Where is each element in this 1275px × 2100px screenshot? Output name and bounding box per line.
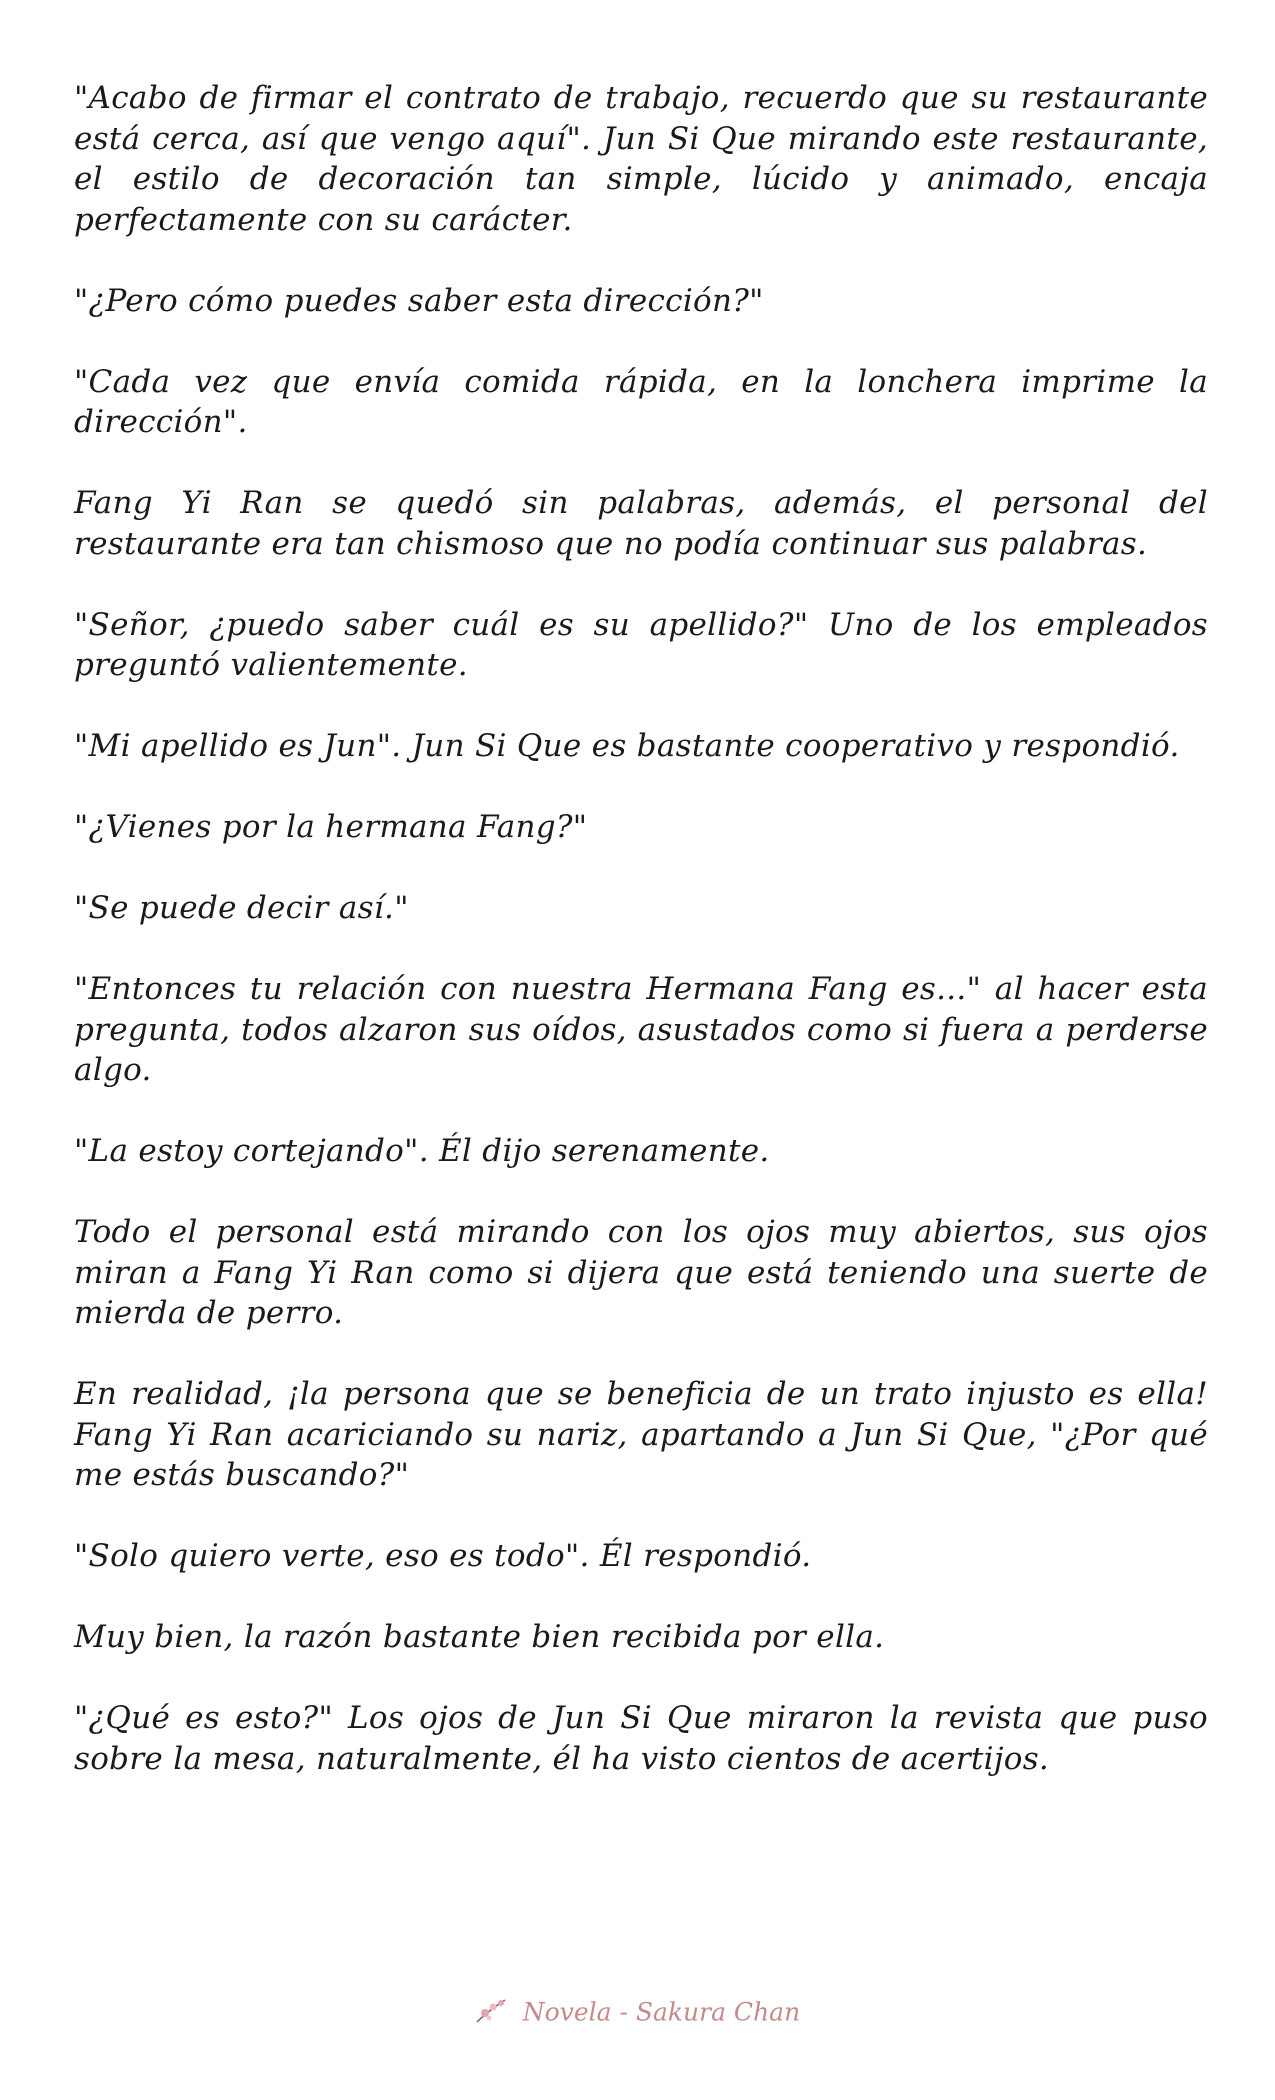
paragraph: Todo el personal está mirando con los ojos muy abiertos, sus ojos miran a Fang Yi Ran como si dijera que está teniendo una suerte de mierda de perro. bbox=[74, 1214, 1208, 1331]
paragraph: "Se puede decir así." bbox=[74, 890, 409, 926]
document-body bbox=[74, 78, 1208, 1820]
paragraph: "¿Pero cómo puedes saber esta dirección?" bbox=[74, 282, 764, 319]
paragraph: "La estoy cortejando". Él dijo serenamente. bbox=[74, 1133, 770, 1169]
paragraph: "Solo quiero verte, eso es todo". Él respondió. bbox=[74, 1538, 812, 1574]
footer-text: Novela - Sakura Chan bbox=[522, 1997, 801, 2027]
paragraph: Fang Yi Ran se quedó sin palabras, además, el personal del restaurante era tan chismoso que no podía continuar sus palabras. bbox=[74, 485, 1208, 562]
paragraph: "Acabo de firmar el contrato de trabajo, recuerdo que su restaurante está cerca, así que vengo aquí". Jun Si Que mirando este restaurante, el estilo de decoración tan simple, lúcido y animado, encaja perfectamente con su carácter. bbox=[74, 80, 1208, 238]
paragraph: Muy bien, la razón bastante bien recibida por ella. bbox=[74, 1619, 885, 1655]
paragraph: En realidad, ¡la persona que se beneficia de un trato injusto es ella! Fang Yi Ran acariciando su nariz, apartando a Jun Si Que, "¿Por qué me estás buscando?" bbox=[74, 1376, 1208, 1493]
paragraph: "¿Vienes por la hermana Fang?" bbox=[74, 809, 588, 845]
paragraph: "Mi apellido es Jun". Jun Si Que es bastante cooperativo y respondió. bbox=[74, 728, 1180, 764]
cherry-blossom-icon bbox=[475, 1996, 509, 2032]
footer-watermark bbox=[0, 1996, 1275, 2032]
paragraph: "Cada vez que envía comida rápida, en la lonchera imprime la dirección". bbox=[74, 363, 1208, 440]
paragraph: "Entonces tu relación con nuestra Hermana Fang es..." al hacer esta pregunta, todos alzaron sus oídos, asustados como si fuera a perderse algo. bbox=[74, 971, 1208, 1088]
paragraph: "Señor, ¿puedo saber cuál es su apellido?" Uno de los empleados preguntó valientemente. bbox=[74, 606, 1208, 683]
paragraph: "¿Qué es esto?" Los ojos de Jun Si Que miraron la revista que puso sobre la mesa, naturalmente, él ha visto cientos de acertijos. bbox=[74, 1700, 1208, 1777]
